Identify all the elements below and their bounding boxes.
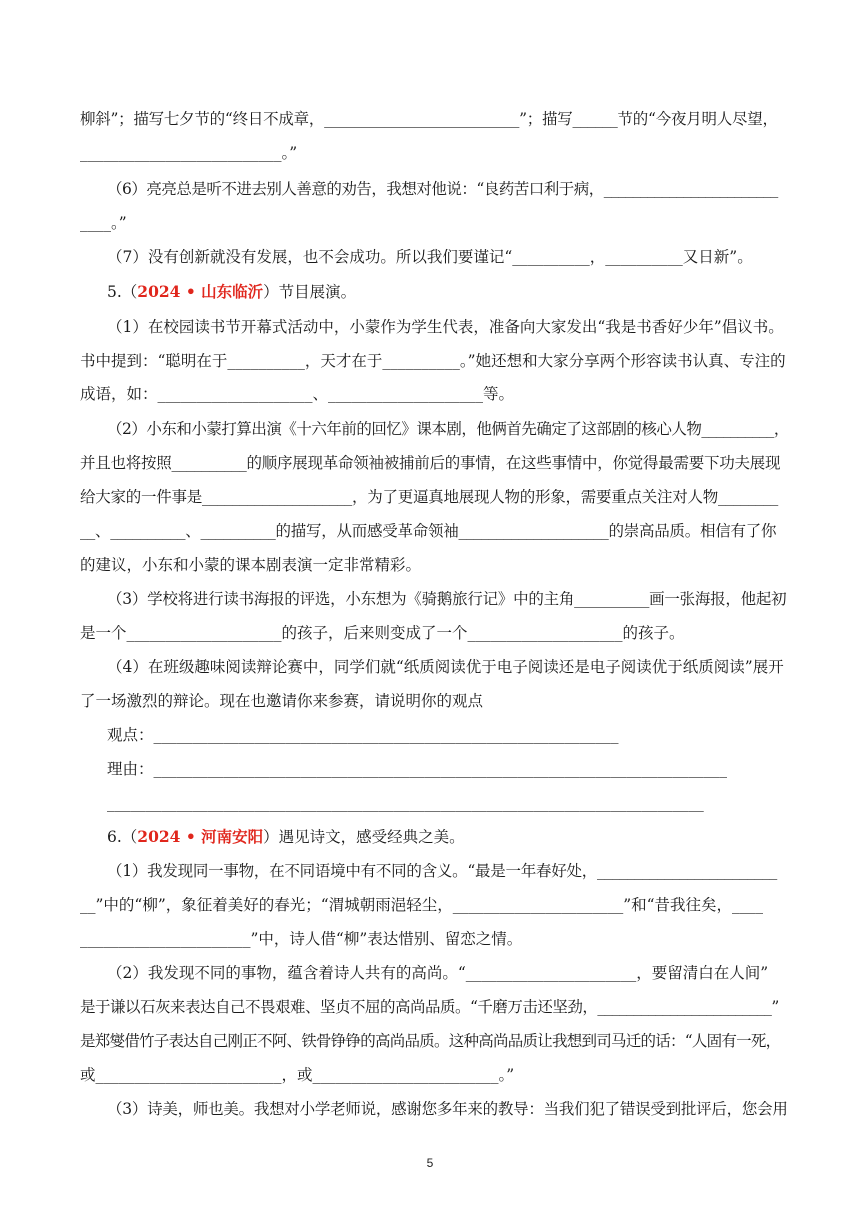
text-line: （6）亮亮总是听不进去别人善意的劝告，我想对他说：“良药苦口利于病，________________________ — [107, 180, 778, 198]
text-line: __、__________、__________的描写，从而感受革命领袖____________________的崇高品质。相信有了你 — [80, 522, 777, 540]
text-line: 书中提到：“聪明在于__________，天才在于__________。”她还想和大家分享两个形容读书认真、专注的 — [80, 352, 786, 370]
text-line: __________________________。” — [80, 144, 298, 162]
answer-line-reason: 理由：__________________________________________________________________________ — [107, 760, 728, 778]
question-title: ）节目展演。 — [263, 283, 357, 301]
question-title: ）遇见诗文，感受经典之美。 — [263, 828, 465, 846]
text-line: （3）学校将进行读书海报的评选，小东想为《骑鹅旅行记》中的主角__________画一张海报，他起初 — [107, 590, 787, 608]
source-tag: 2024 • 河南安阳 — [137, 827, 264, 846]
text-line: 是一个____________________的孩子，后来则变成了一个____________________的孩子。 — [80, 624, 685, 642]
text-line: ______________________”中，诗人借“柳”表达惜别、留恋之情。 — [80, 930, 523, 948]
answer-line-continued: _____________________________________________________________________________ — [107, 794, 704, 812]
page-number: 5 — [426, 1156, 434, 1170]
text-line: 成语，如：____________________、____________________等。 — [80, 385, 515, 403]
text-line: 的建议，小东和小蒙的课本剧表演一定非常精彩。 — [80, 556, 422, 574]
text-line: 了一场激烈的辩论。现在也邀请你来参赛，请说明你的观点 — [80, 692, 484, 710]
text-line: （3）诗美，师也美。我想对小学老师说，感谢您多年来的教导：当我们犯了错误受到批评后，您会用 — [107, 1100, 788, 1118]
question-number: 6.（ — [107, 828, 138, 846]
text-line: 并且也将按照__________的顺序展现革命领袖被捕前后的事情，在这些事情中，你觉得最需要下功夫展现 — [80, 454, 781, 472]
text-line: 柳斜”；描写七夕节的“终日不成章，__________________________”；描写______节的“今夜月明人尽望， — [80, 110, 778, 128]
text-line: 给大家的一件事是____________________，为了更逼真地展现人物的形象，需要重点关注对人物________ — [80, 488, 779, 506]
text-line: ____。” — [80, 214, 127, 232]
answer-line-viewpoint: 观点：____________________________________________________________ — [107, 726, 619, 744]
text-line: （1）在校园读书节开幕式活动中，小蒙作为学生代表，准备向大家发出“我是书香好少年”倡议书。 — [107, 318, 784, 336]
text-line: （1）我发现同一事物，在不同语境中有不同的含义。“最是一年春好处，________________________ — [107, 862, 778, 880]
text-line: （2）我发现不同的事物，蕴含着诗人共有的高尚。“______________________，要留清白在人间” — [107, 964, 769, 982]
question-header-5 — [107, 281, 356, 303]
text-line: （2）小东和小蒙打算出演《十六年前的回忆》课本剧，他俩首先确定了这部剧的核心人物__________， — [107, 420, 789, 438]
text-line: （7）没有创新就没有发展，也不会成功。所以我们要谨记“__________，__________又日新”。 — [107, 248, 753, 266]
text-line: 或________________________，或________________________。” — [80, 1066, 515, 1084]
text-line: __”中的“柳”，象征着美好的春光；“渭城朝雨浥轻尘，______________________”和“昔我往矣，____ — [80, 896, 764, 914]
text-line: （4）在班级趣味阅读辩论赛中，同学们就“纸质阅读优于电子阅读还是电子阅读优于纸质阅读”展开 — [107, 658, 784, 676]
source-tag: 2024 • 山东临沂 — [137, 282, 264, 301]
question-header-6 — [107, 826, 465, 848]
text-line: 是郑燮借竹子表达自己刚正不阿、铁骨铮铮的高尚品质。这种高尚品质让我想到司马迁的话：“人固有一死， — [80, 1032, 781, 1050]
text-line: 是于谦以石灰来表达自己不畏艰难、坚贞不屈的高尚品质。“千磨万击还坚劲，________________________” — [80, 998, 779, 1016]
question-number: 5.（ — [107, 283, 138, 301]
